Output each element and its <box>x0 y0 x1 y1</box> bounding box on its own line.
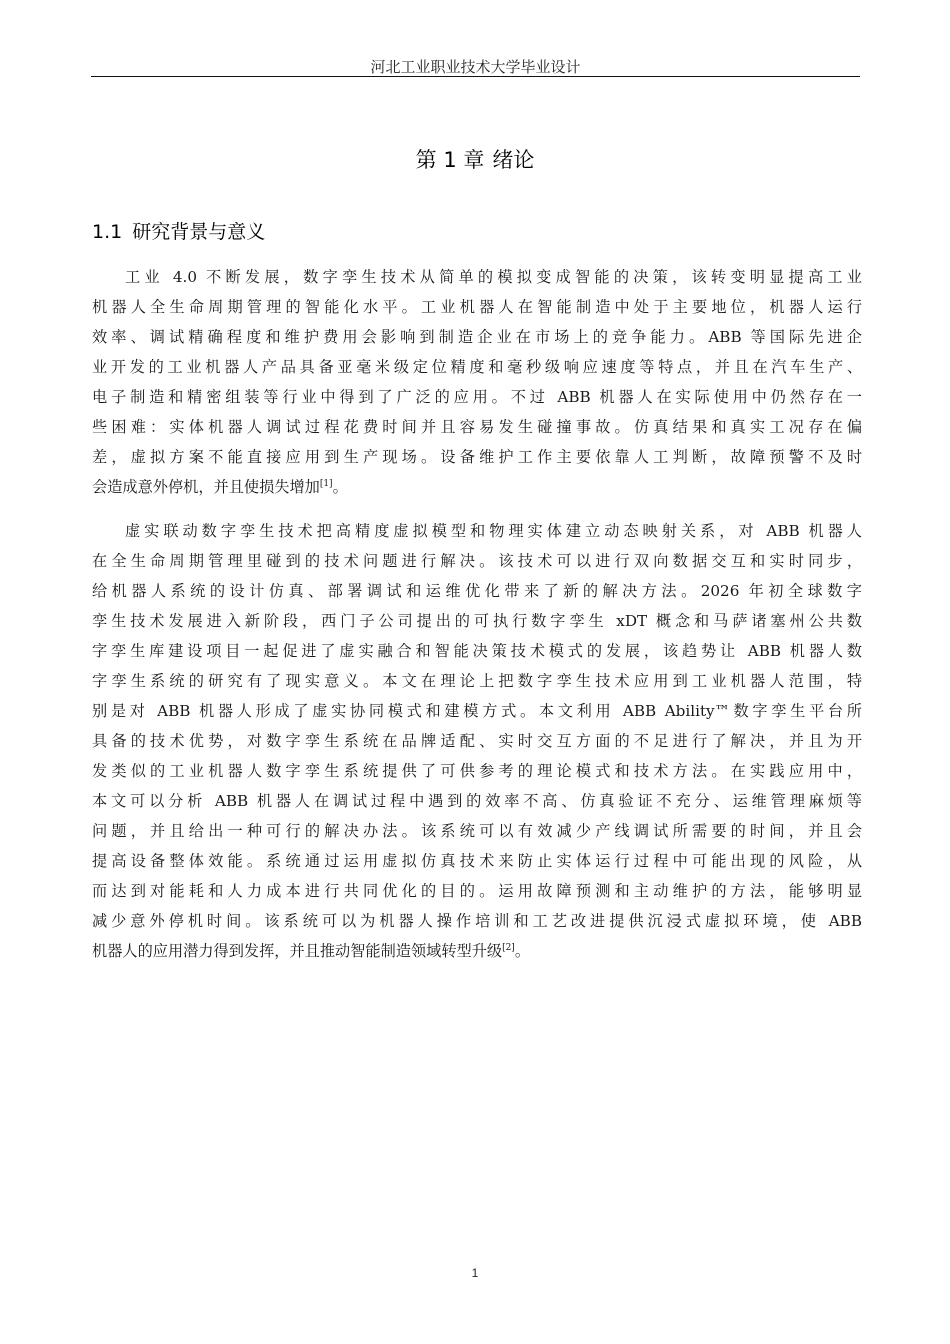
citation-1[interactable]: [1] <box>319 478 333 489</box>
paragraph-line: 在全生命周期管理里碰到的技术问题进行解决。该技术可以进行双向数据交互和实时同步， <box>92 552 862 570</box>
paragraph-line: 别是对 ABB 机器人形成了虚实协同模式和建模方式。本文利用 ABB Ability™数字孪生平台所 <box>92 702 862 720</box>
sentence-end: 。 <box>332 478 348 496</box>
paragraph-line: 发类似的工业机器人数字孪生系统提供了可供参考的理论模式和技术方法。在实践应用中， <box>92 762 862 780</box>
paragraph-line: 差，虚拟方案不能直接应用到生产现场。设备维护工作主要依靠人工判断，故障预警不及时 <box>92 448 862 466</box>
paragraph-line: 业开发的工业机器人产品具备亚毫米级定位精度和毫秒级响应速度等特点，并且在汽车生产、 <box>92 358 862 376</box>
paragraph-line: 虚实联动数字孪生技术把高精度虚拟模型和物理实体建立动态映射关系，对 ABB 机器人 <box>125 522 862 540</box>
paragraph-2 <box>92 516 862 966</box>
paragraph-line: 效率、调试精确程度和维护费用会影响到制造企业在市场上的竞争能力。ABB 等国际先进企 <box>92 328 862 346</box>
paragraph-line-text: 机器人的应用潜力得到发挥，并且推动智能制造领域转型升级 <box>92 942 503 960</box>
paragraph-line: 本文可以分析 ABB 机器人在调试过程中遇到的效率不高、仿真验证不充分、运维管理麻烦等 <box>92 792 862 810</box>
chapter-title <box>0 146 950 174</box>
paragraph-line: 字孪生库建设项目一起促进了虚实融合和智能决策技术模式的发展，该趋势让 ABB 机器人数 <box>92 642 862 660</box>
sentence-end: 。 <box>514 942 530 960</box>
paragraph-1 <box>92 262 862 502</box>
paragraph-line: 而达到对能耗和人力成本进行共同优化的目的。运用故障预测和主动维护的方法，能够明显 <box>92 882 862 900</box>
paragraph-last-line <box>92 936 862 966</box>
paragraph-line: 字孪生系统的研究有了现实意义。本文在理论上把数字孪生技术应用到工业机器人范围，特 <box>92 672 862 690</box>
paragraph-line: 提高设备整体效能。系统通过运用虚拟仿真技术来防止实体运行过程中可能出现的风险，从 <box>92 852 862 870</box>
paragraph-line: 减少意外停机时间。该系统可以为机器人操作培训和工艺改进提供沉浸式虚拟环境，使 ABB <box>92 912 862 930</box>
paragraph-line: 工业 4.0 不断发展，数字孪生技术从简单的模拟变成智能的决策，该转变明显提高工业 <box>125 268 862 286</box>
section-number: 1.1 <box>92 221 123 243</box>
paragraph-line: 些困难：实体机器人调试过程花费时间并且容易发生碰撞事故。仿真结果和真实工况存在偏 <box>92 418 862 436</box>
section-title <box>92 219 265 245</box>
chapter-name: 绪论 <box>492 148 535 172</box>
section-name: 研究背景与意义 <box>132 221 266 243</box>
paragraph-line: 电子制造和精密组装等行业中得到了广泛的应用。不过 ABB 机器人在实际使用中仍然存在一 <box>92 388 862 406</box>
paragraph-line: 给机器人系统的设计仿真、部署调试和运维优化带来了新的解决方法。2026 年初全球数字 <box>92 582 862 600</box>
paragraph-line-text: 会造成意外停机，并且使损失增加 <box>92 478 320 496</box>
paragraph-line: 问题，并且给出一种可行的解决办法。该系统可以有效减少产线调试所需要的时间，并且会 <box>92 822 862 840</box>
page-header: 河北工业职业技术大学毕业设计 <box>370 58 581 76</box>
chapter-number: 第 1 章 <box>415 148 485 172</box>
paragraph-line: 具备的技术优势，对数字孪生系统在品牌适配、实时交互方面的不足进行了解决，并且为开 <box>92 732 862 750</box>
paragraph-last-line <box>92 472 862 502</box>
paragraph-line: 孪生技术发展进入新阶段，西门子公司提出的可执行数字孪生 xDT 概念和马萨诸塞州公共数 <box>92 612 862 630</box>
page-number: 1 <box>471 1266 479 1280</box>
citation-2[interactable]: [2] <box>502 942 515 953</box>
paragraph-line: 机器人全生命周期管理的智能化水平。工业机器人在智能制造中处于主要地位，机器人运行 <box>92 298 862 316</box>
header-rule <box>91 76 860 77</box>
